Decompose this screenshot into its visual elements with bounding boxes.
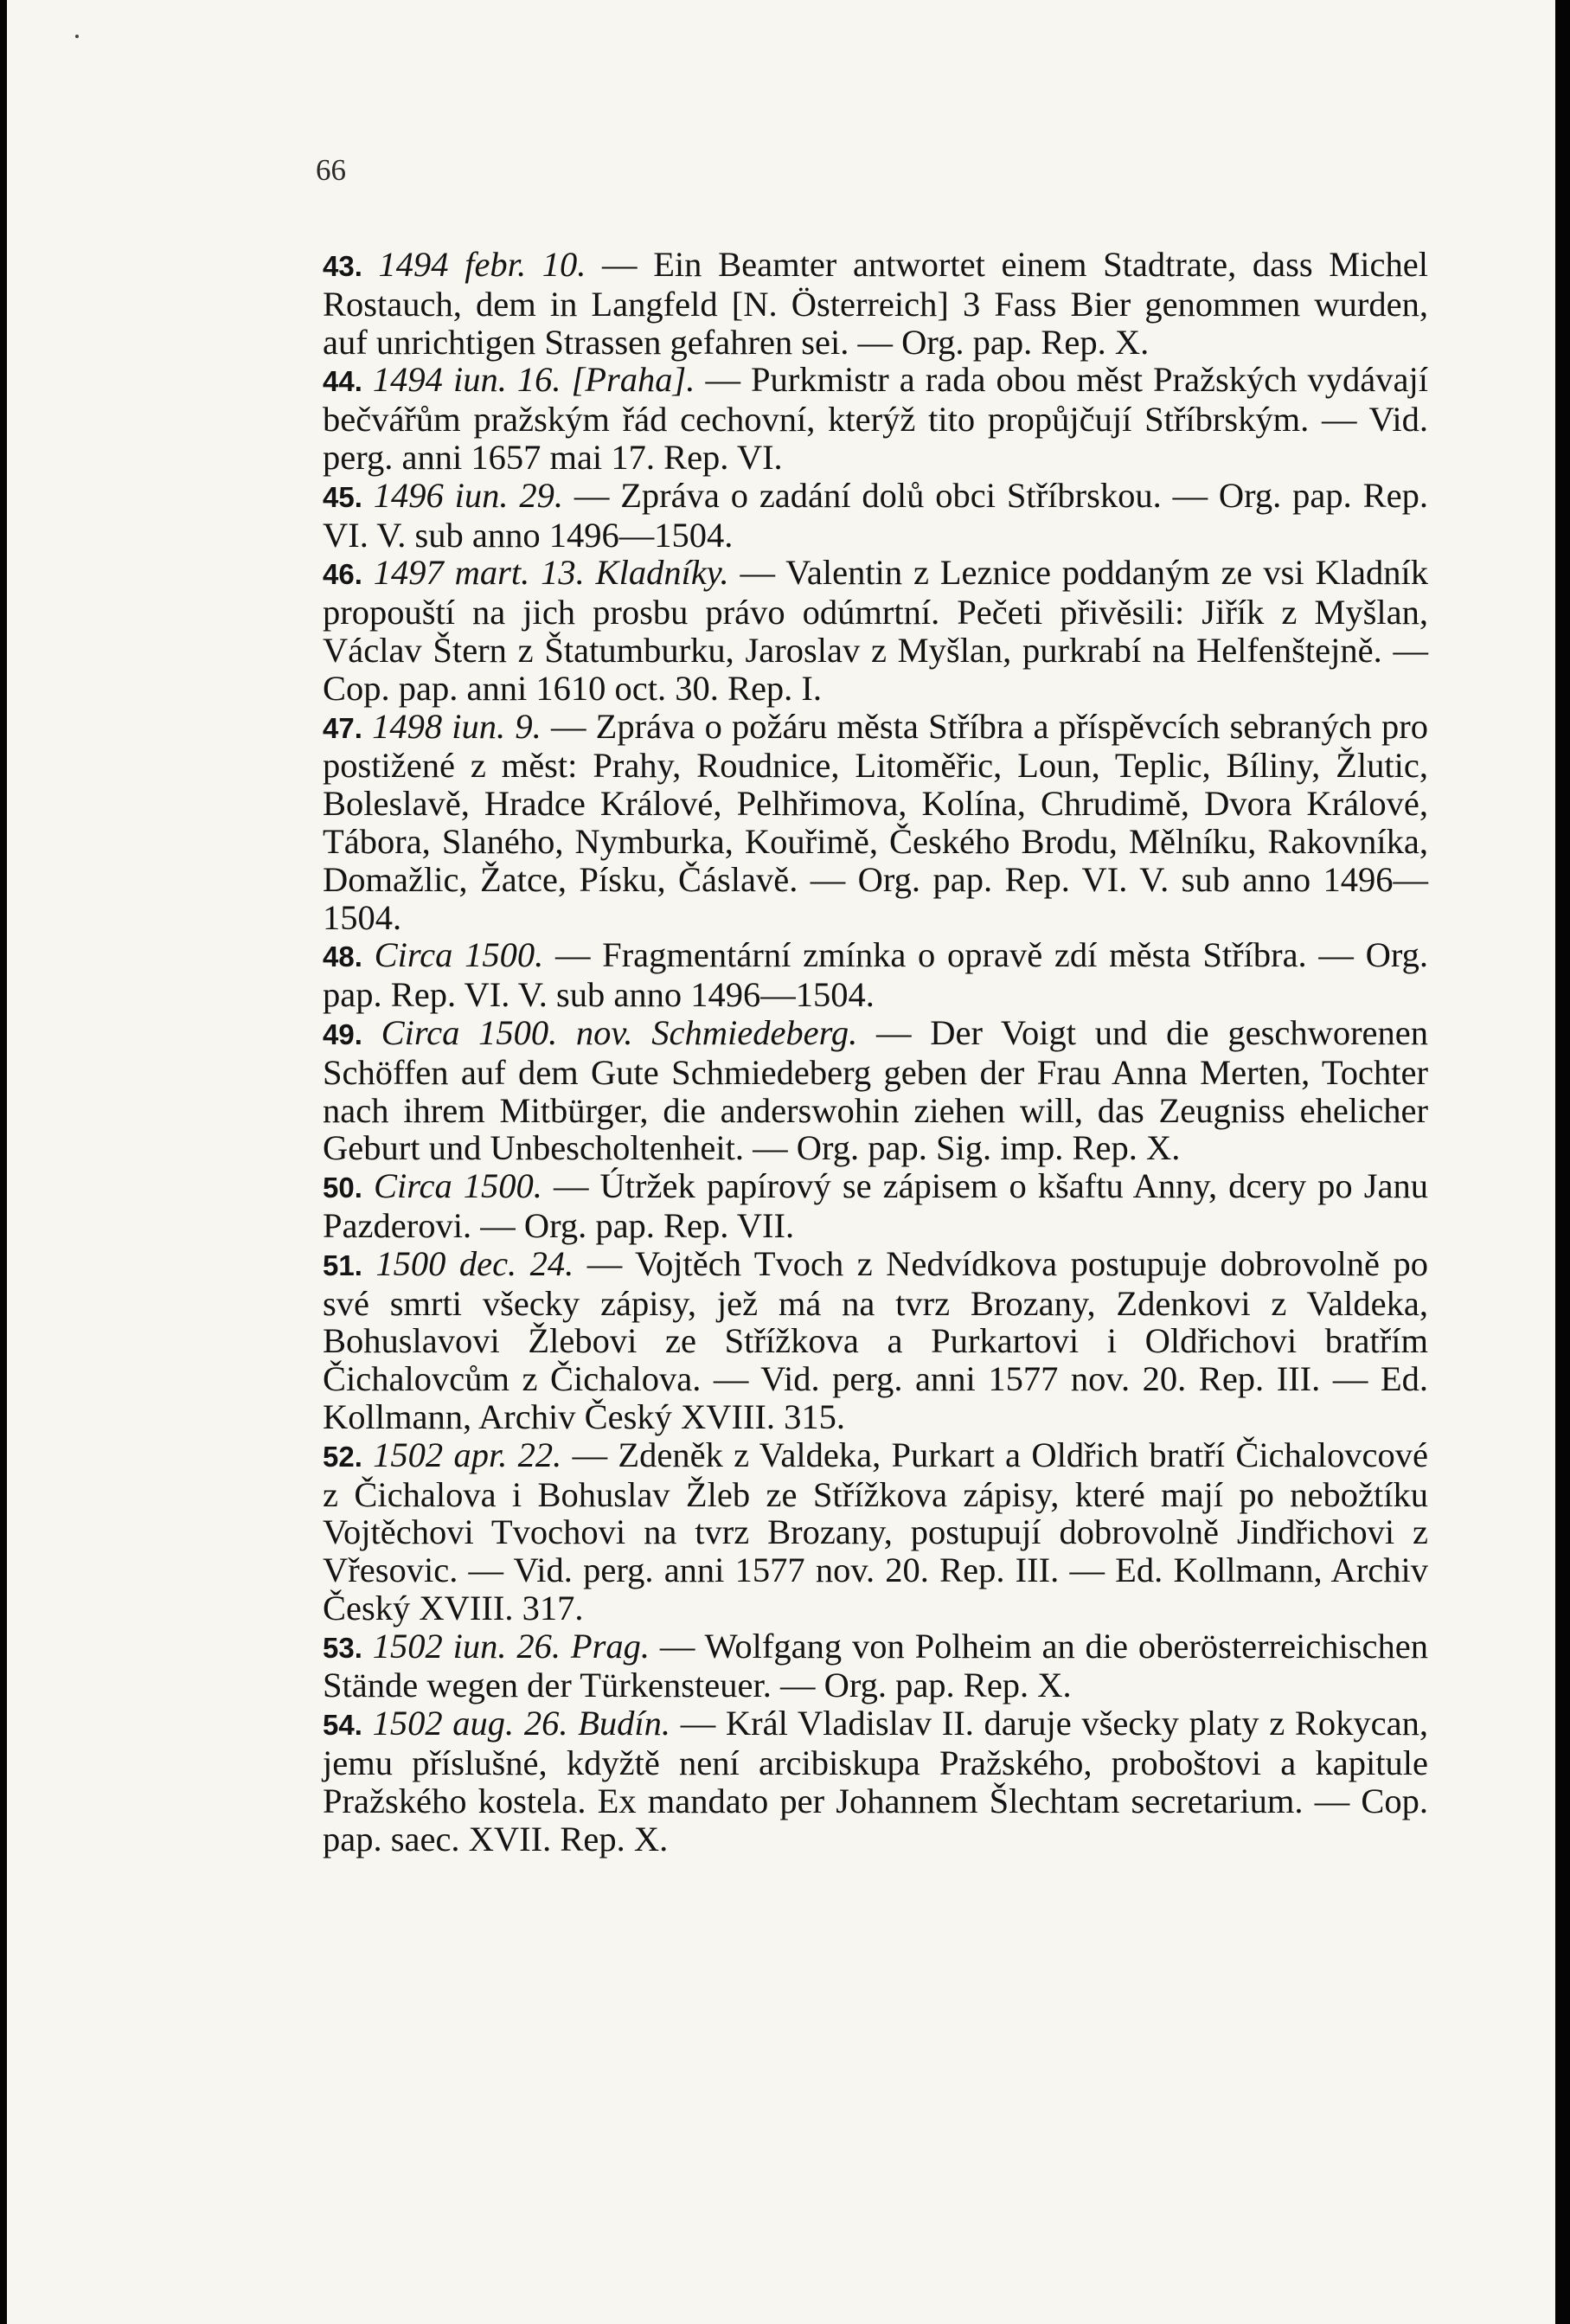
entry-45 xyxy=(323,477,1428,555)
entry-47 xyxy=(323,708,1428,937)
entry-43 xyxy=(323,246,1428,361)
entry-date: 1500 dec. 24. xyxy=(375,1243,574,1283)
entry-54 xyxy=(323,1704,1428,1858)
entry-number: 52. xyxy=(323,1440,362,1473)
entry-number: 49. xyxy=(323,1018,362,1050)
entry-51 xyxy=(323,1245,1428,1436)
entry-place: Schmiedeberg. xyxy=(632,1012,858,1052)
entry-number: 51. xyxy=(323,1249,362,1281)
entry-number: 53. xyxy=(323,1631,362,1664)
entry-text: — Král Vladislav II. daruje všecky platy z Rokycan, jemu příslušné, kdyžtě není arcibiskupa Pražského, proboštovi a kapitule Pražského kostela. Ex mandato per Johannem Šlechtam secretarium. — Cop. pap. saec. XVII. Rep. X. xyxy=(323,1704,1429,1859)
entry-number: 50. xyxy=(323,1172,362,1204)
entry-date: 1496 iun. 29. xyxy=(373,475,563,515)
entry-place: Prag. xyxy=(560,1626,650,1666)
entry-text: — Wolfgang von Polheim an die oberösterreichischen Stände wegen der Türkensteuer. — Org. pap. Rep. X. xyxy=(323,1626,1428,1705)
entry-text: — Zpráva o požáru města Stříbra a příspěvcích sebraných pro postižené z měst: Prahy, Roudnice, Litoměřic, Loun, Teplic, Bíliny, Žlutic, Boleslavě, Hradce Králové, Pelhřimova, Kolína, Chrudimě, Dvora Králové, Tábora, Slaného, Nymburka, Kouřimě, Českého Brodu, Mělníku, Rakovníka, Domažlic, Žatce, Písku, Čáslavě. — Org. pap. Rep. VI. V. sub anno 1496—1504. xyxy=(323,706,1428,937)
entry-date: 1502 iun. 26. xyxy=(372,1626,561,1666)
entry-text: — Fragmentární zmínka o opravě zdí města Stříbra. — Org. pap. Rep. VI. V. sub anno 1496—1504. xyxy=(323,935,1428,1015)
page-number: 66 xyxy=(316,153,346,187)
entry-53 xyxy=(323,1627,1428,1705)
entry-text: — Purkmistr a rada obou měst Pražských vydávají bečvářům pražským řád cechovní, kterýž tito propůjčují Stříbrským. — Vid. perg. anni 1657 mai 17. Rep. VI. xyxy=(323,360,1428,477)
book-page xyxy=(7,0,1555,2324)
entry-number: 48. xyxy=(323,941,362,973)
entry-date: Circa 1500. xyxy=(374,935,544,975)
speck-mark xyxy=(75,35,79,38)
entry-date: 1497 mart. 13. xyxy=(373,553,585,593)
entry-number: 54. xyxy=(323,1709,362,1742)
entry-place: Budín. xyxy=(567,1704,671,1743)
entry-date: 1502 aug. 26. xyxy=(372,1704,568,1743)
entries-list xyxy=(323,246,1428,1858)
entry-text: — Vojtěch Tvoch z Nedvídkova postupuje dobrovolně po své smrti všecky zápisy, jež má na tvrz Brozany, Zdenkovi z Valdeka, Bohuslavovi Žlebovi ze Střížkova a Purkartovi i Oldřichovi bratřím Čichalovcům z Čichalova. — Vid. perg. anni 1577 nov. 20. Rep. III. — Ed. Kollmann, Archiv Český XVIII. 315. xyxy=(323,1243,1429,1436)
entry-text: — Der Voigt und die geschworenen Schöffen auf dem Gute Schmiedeberg geben der Frau Anna Merten, Tochter nach ihrem Mitbürger, die anderswohin ziehen will, das Zeugniss ehelicher Geburt und Unbescholtenheit. — Org. pap. Sig. imp. Rep. X. xyxy=(323,1012,1429,1168)
entry-place: [Praha]. xyxy=(561,360,695,400)
entry-place: Kladníky. xyxy=(584,553,729,593)
entry-44 xyxy=(323,361,1428,476)
entry-date: 1494 iun. 16. xyxy=(372,360,561,400)
entry-50 xyxy=(323,1167,1428,1245)
entry-48 xyxy=(323,936,1428,1014)
entry-number: 45. xyxy=(323,480,362,513)
entry-date: Circa 1500. nov. xyxy=(381,1012,633,1052)
entry-49 xyxy=(323,1014,1428,1167)
entry-number: 44. xyxy=(323,365,362,398)
entry-date: 1502 apr. 22. xyxy=(373,1435,562,1474)
entry-text: — Ein Beamter antwortet einem Stadtrate, dass Michel Rostauch, dem in Langfeld [N. Österreich] 3 Fass Bier genommen wurden, auf unrichtigen Strassen gefahren sei. — Org. pap. Rep. X. xyxy=(323,245,1429,362)
entry-52 xyxy=(323,1436,1428,1627)
entry-text: — Valentin z Leznice poddaným ze vsi Kladník propouští na jich prosbu právo odúmrtní. Pečeti přivěsili: Jiřík z Myšlan, Václav Štern z Štatumburku, Jaroslav z Myšlan, purkrabí na Helfenštejně. — Cop. pap. anni 1610 oct. 30. Rep. I. xyxy=(323,553,1429,708)
entry-number: 43. xyxy=(323,250,362,282)
entry-date: Circa 1500. xyxy=(373,1166,542,1206)
entry-number: 47. xyxy=(323,711,362,744)
entry-number: 46. xyxy=(323,558,362,591)
entry-text: — Zdeněk z Valdeka, Purkart a Oldřich bratří Čichalovcové z Čichalova i Bohuslav Žleb ze Střížkova zápisy, které mají po nebožtíku Vojtěchovi Tvochovi na tvrz Brozany, postupují dobrovolně Jindřichovi z Vřesovic. — Vid. perg. anni 1577 nov. 20. Rep. III. — Ed. Kollmann, Archiv Český XVIII. 317. xyxy=(323,1435,1428,1627)
entry-text: — Zpráva o zadání dolů obci Stříbrskou. — Org. pap. Rep. VI. V. sub anno 1496—1504. xyxy=(323,475,1428,555)
entry-46 xyxy=(323,554,1428,707)
entry-date: 1498 iun. 9. xyxy=(372,706,541,746)
entry-text: — Útržek papírový se zápisem o kšaftu Anny, dcery po Janu Pazderovi. — Org. pap. Rep. VII. xyxy=(323,1166,1428,1245)
entry-date: 1494 febr. 10. xyxy=(378,245,586,284)
